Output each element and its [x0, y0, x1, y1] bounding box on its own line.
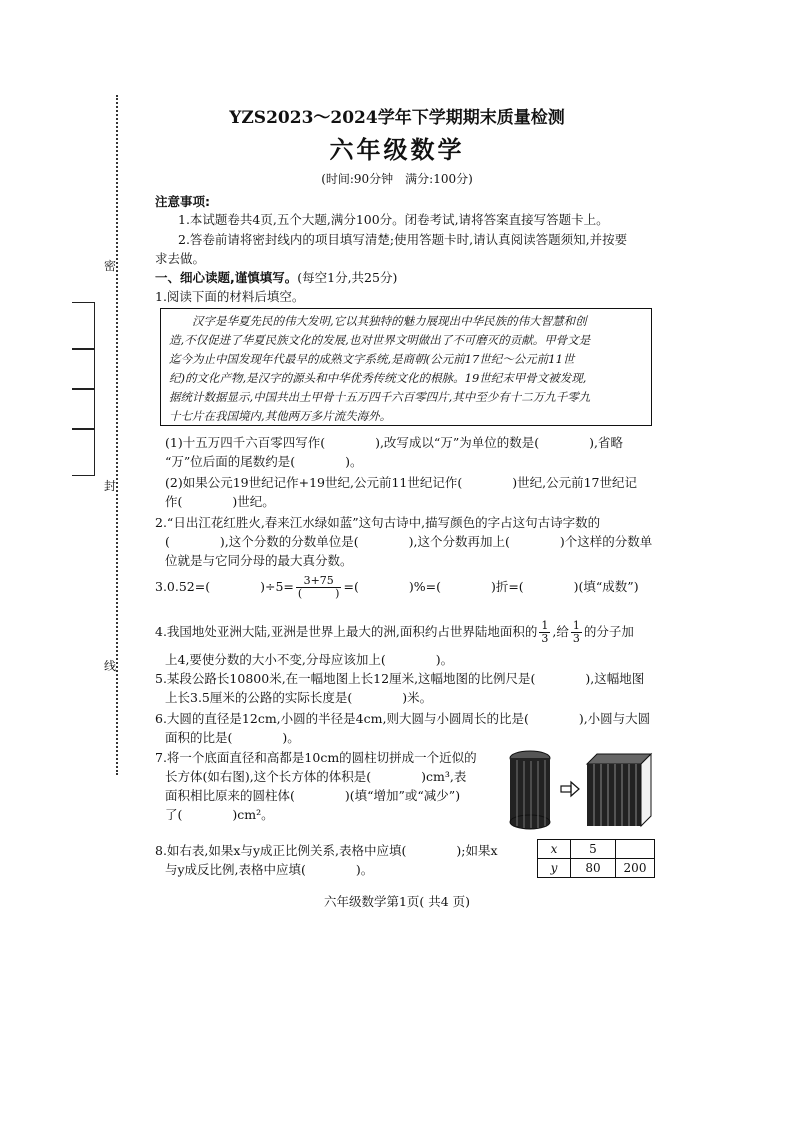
question-1-sub-1-line-2: “万”位后面的尾数约是( )。: [165, 454, 363, 469]
question-2-line-1: 2.“日出江花红胜火,春来江水绿如蓝”这句古诗中,描写颜色的字占这句古诗字数的: [155, 515, 601, 530]
question-4-line-2: 上4,要使分数的大小不变,分母应该加上( )。: [165, 652, 454, 667]
question-7-line-3: 面积相比原来的圆柱体( )(填“增加”或“减少”): [165, 788, 461, 803]
question-1-sub-2-line-1: (2)如果公元19世纪记作+19世纪,公元前11世纪记作( )世纪,公元前17世纪记: [165, 475, 638, 490]
cylinder-to-cuboid-figure: [505, 748, 655, 832]
fraction-denominator: ( ): [297, 587, 340, 600]
question-4-fraction-2: [571, 620, 582, 645]
question-7-line-4: 了( )cm²。: [165, 807, 274, 822]
notice-item-1: 1.本试题卷共4页,五个大题,满分100分。闭卷考试,请将答案直接写答题卡上。: [178, 212, 609, 227]
section-1-score-note: (每空1分,共25分): [297, 270, 398, 285]
question-2-line-2: ( ),这个分数的分数单位是( ),这个分数再加上( )个这样的分数单: [165, 534, 653, 549]
page-footer: 六年级数学第1页( 共4 页): [323, 894, 471, 909]
passage-line: 十七片在我国境内,其他两万多片流失海外。: [169, 409, 392, 423]
fraction-denominator: 3: [541, 632, 549, 645]
question-1-sub-1-line-1: (1)十五万四千六百零四写作( ),改写成以“万”为单位的数是( ),省略: [165, 435, 623, 450]
table-cell: x: [538, 840, 571, 859]
question-5-line-1: 5.某段公路长10800米,在一幅地图上长12厘米,这幅地图的比例尺是( ),这幅地图: [155, 671, 645, 686]
question-1-sub-2-line-2: 作( )世纪。: [165, 494, 275, 509]
question-7-line-2: 长方体(如右图),这个长方体的体积是( )cm³,表: [165, 769, 467, 784]
question-5-line-2: 上长3.5厘米的公路的实际长度是( )米。: [165, 690, 433, 705]
question-1-stem: 1.阅读下面的材料后填空。: [155, 289, 305, 304]
exam-title: YZS2023～2024学年下学期期末质量检测: [229, 108, 565, 128]
table-cell: y: [538, 859, 571, 878]
question-3-part-b: =( )%=( )折=( )(填“成数”): [343, 579, 639, 594]
question-6-line-2: 面积的比是( )。: [165, 730, 300, 745]
section-1-title: 一、细心读题,谨慎填写。: [155, 270, 298, 285]
section-1-heading: [155, 268, 397, 287]
table-cell: 5: [571, 840, 616, 859]
question-3: [155, 575, 639, 600]
notice-item-2-line-2: 求去做。: [155, 251, 206, 266]
table-cell: 200: [616, 859, 655, 878]
question-4-fraction-1: [539, 620, 550, 645]
student-info-bracket-4: [72, 428, 95, 476]
question-4-line-1: [155, 620, 634, 645]
notice-item-2-line-1: 2.答卷前请将密封线内的项目填写清楚;使用答题卡时,请认真阅读答题须知,并按要: [178, 232, 628, 247]
student-info-bracket-3: [72, 388, 95, 430]
table-cell: [616, 840, 655, 859]
table-row: [538, 840, 655, 859]
fraction-numerator: 3+75: [296, 575, 342, 588]
reading-passage: [160, 308, 652, 426]
notice-heading: 注意事项:: [155, 194, 210, 209]
question-2-line-3: 位就是与它同分母的最大真分数。: [165, 553, 353, 568]
arrow-right-icon: [561, 782, 579, 796]
seal-dotted-line: [116, 95, 118, 775]
question-8-line-1: 8.如右表,如果x与y成正比例关系,表格中应填( );如果x: [155, 843, 498, 858]
passage-line: 迄今为止中国发现年代最早的成熟文字系统,是商朝(公元前17世纪～公元前11世: [169, 352, 575, 366]
question-4-part-b: ,给: [552, 624, 569, 639]
question-4-part-a: 4.我国地处亚洲大陆,亚洲是世界上最大的洲,面积约占世界陆地面积的: [155, 624, 538, 639]
student-info-bracket-2: [72, 348, 95, 390]
seal-char-feng: 封: [104, 475, 116, 496]
passage-line: 据统计数据显示,中国共出土甲骨十五万四千六百零四片,其中至少有十二万九千零九: [169, 390, 591, 404]
question-7-line-1: 7.将一个底面直径和高都是10cm的圆柱切拼成一个近似的: [155, 750, 477, 765]
passage-line: 汉字是华夏先民的伟大发明,它以其独特的魅力展现出中华民族的伟大智慧和创: [169, 314, 587, 328]
sliced-cylinder-icon: [510, 751, 550, 829]
fraction-numerator: 1: [541, 619, 549, 632]
seal-char-xian: 线: [104, 655, 116, 676]
question-3-fraction: [296, 575, 342, 600]
table-row: [538, 859, 655, 878]
fraction-denominator: 3: [572, 632, 580, 645]
passage-line: 造,不仅促进了华夏民族文化的发展,也对世界文明做出了不可磨灭的贡献。甲骨文是: [169, 333, 591, 347]
student-info-bracket-1: [72, 302, 95, 350]
seal-char-mi: 密: [104, 255, 116, 276]
exam-time-info: (时间:90分钟 满分:100分): [321, 172, 473, 186]
question-8-line-2: 与y成反比例,表格中应填( )。: [165, 862, 374, 877]
question-6-line-1: 6.大圆的直径是12cm,小圆的半径是4cm,则大圆与小圆周长的比是( ),小圆与大圆: [155, 711, 651, 726]
question-4-part-c: 的分子加: [583, 624, 634, 639]
question-3-part-a: 3.0.52=( )÷5=: [155, 579, 294, 594]
exam-subject: 六年级数学: [329, 136, 465, 164]
fraction-numerator: 1: [572, 619, 580, 632]
approx-cuboid-icon: [587, 754, 651, 826]
xy-proportion-table: [537, 839, 655, 878]
table-cell: 80: [571, 859, 616, 878]
passage-line: 纪)的文化产物,是汉字的源头和中华优秀传统文化的根脉。19世纪末甲骨文被发现,: [169, 371, 587, 385]
